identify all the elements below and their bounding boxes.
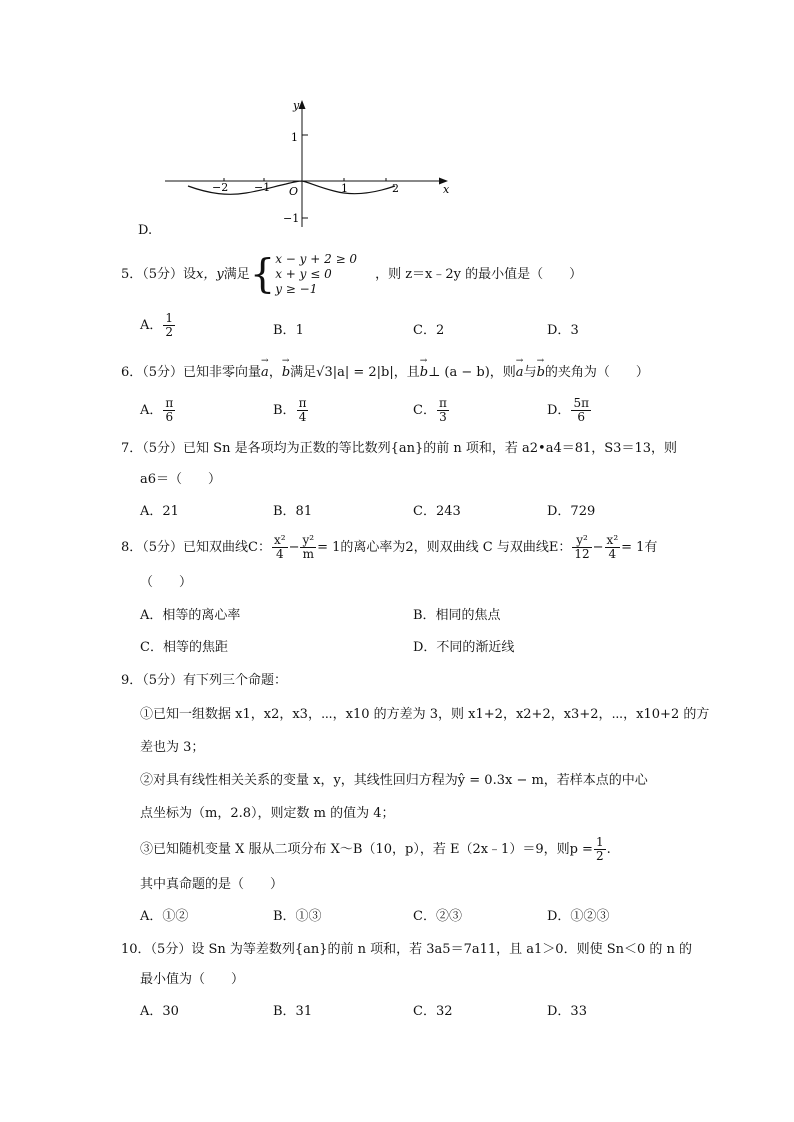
q9-option-c[interactable]: C．②③: [413, 909, 462, 924]
q7-option-d[interactable]: D．729: [547, 504, 596, 519]
q7-stem-line1: 7．（5分）已知 Sn 是各项均为正数的等比数列{an}的前 n 项和，若 a2•a4＝81，S3＝13，则: [121, 441, 677, 456]
q9-question: 其中真命题的是（ ）: [140, 877, 284, 892]
q10-option-c[interactable]: C．32: [413, 1004, 453, 1019]
tick-x-1: 1: [341, 182, 348, 195]
q10-stem-line1: 10．（5分）设 Sn 为等差数列{an}的前 n 项和，若 3a5＝7a11，且 a1＞0．则使 Sn＜0 的 n 的: [121, 942, 693, 957]
q8-option-a[interactable]: A．相等的离心率: [140, 608, 241, 623]
q6-option-b[interactable]: B． $\frac{\pi}{4}$: [273, 396, 307, 424]
q9-option-a[interactable]: A．①②: [140, 909, 189, 924]
origin-label: O: [289, 185, 299, 198]
q9-proposition-2-cont: 点坐标为（m，2.8），则定数 m 的值为 4；: [140, 806, 395, 821]
q5-option-c[interactable]: C．2: [413, 323, 445, 338]
axis-x-label: x: [443, 183, 450, 196]
axis-y-label: y: [293, 99, 300, 112]
q5-stem: 5．（5分）设x，y满足{ x − y + 2 ≥ 0 x + y ≤ 0 y ≥ −1 ，则 z＝x﹣2y 的最小值是（ ）: [121, 251, 583, 298]
q9-proposition-3: ③已知随机变量 X 服从二项分布 X～B（10，p），若 E（2x﹣1）＝9，则p = $\frac{1}{2}$ .: [140, 835, 611, 863]
q9-option-b[interactable]: B．①③: [273, 909, 322, 924]
q8-stem-line2: （ ）: [140, 575, 193, 590]
q9-proposition-1-cont: 差也为 3；: [140, 740, 205, 755]
function-graph: [160, 95, 460, 230]
q8-option-c[interactable]: C．相等的焦距: [140, 640, 228, 655]
q8-option-d[interactable]: D．不同的渐近线: [413, 640, 515, 655]
q8-option-b[interactable]: B．相同的焦点: [413, 608, 501, 623]
q10-option-b[interactable]: B．31: [273, 1004, 313, 1019]
q5-option-b[interactable]: B．1: [273, 323, 304, 338]
q6-option-d[interactable]: D． $\frac{5\pi}{6}$: [547, 396, 589, 424]
tick-y-neg1: −1: [283, 212, 300, 225]
option-d-label: D.: [138, 223, 153, 238]
q9-option-d[interactable]: D．①②③: [547, 909, 610, 924]
q7-stem-line2: a6＝（ ）: [140, 472, 222, 487]
q8-stem: 8．（5分）已知双曲线C： $\frac{\text{x²}}{4}$ − $\frac{\text{y²}}{m}$ = 1的离心率为2，则双曲线 C 与双曲线E： $\frac{\text{y²}}{12}$ − $\frac{\text{x²}}{4}$ = 1有: [121, 533, 658, 561]
q10-option-d[interactable]: D．33: [547, 1004, 587, 1019]
q7-option-a[interactable]: A．21: [140, 504, 179, 519]
y-axis-arrow: [299, 100, 306, 109]
tick-x-neg1: −1: [254, 181, 271, 194]
tick-y-1: 1: [291, 131, 298, 144]
q9-proposition-2: ②对具有线性相关关系的变量 x，y，其线性回归方程为ŷ = 0.3x − m，若样本点的中心: [140, 773, 648, 788]
tick-x-2: 2: [392, 182, 399, 195]
q9-stem: 9．（5分）有下列三个命题：: [121, 673, 288, 688]
q10-stem-line2: 最小值为（ ）: [140, 972, 245, 987]
tick-x-neg2: −2: [212, 181, 229, 194]
q5-option-a[interactable]: A． $\frac{1}{2}$: [140, 311, 174, 339]
q5-option-d[interactable]: D．3: [547, 323, 579, 338]
q6-option-a[interactable]: A． $\frac{\pi}{6}$: [140, 396, 174, 424]
q9-proposition-1: ①已知一组数据 x1，x2，x3，⋯，x10 的方差为 3，则 x1+2，x2+2，x3+2，⋯，x10+2 的方: [140, 707, 710, 722]
q10-option-a[interactable]: A．30: [140, 1004, 179, 1019]
q6-stem: 6．（5分）已知非零向量→ a，→ b满足√3|a| = 2|b|，且→ b⊥ (a − b)，则→ a与→ b的夹角为（ ）: [121, 361, 649, 380]
q6-option-c[interactable]: C． $\frac{\pi}{3}$: [413, 396, 447, 424]
q7-option-c[interactable]: C．243: [413, 504, 461, 519]
q7-option-b[interactable]: B．81: [273, 504, 313, 519]
